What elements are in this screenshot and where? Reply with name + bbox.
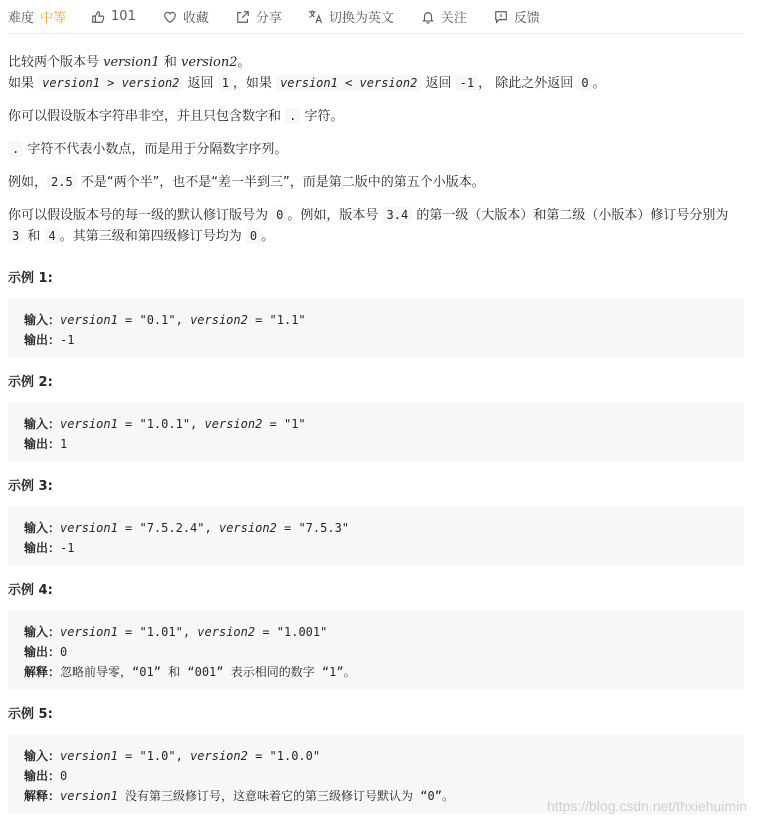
var-value: = "7.5.3" <box>276 521 350 535</box>
text: 你可以假设版本号的每一级的默认修订版号为 <box>8 208 273 223</box>
example-output-line <box>24 538 728 558</box>
text: 。其第三级和第四级修订号均为 <box>59 229 246 244</box>
example-3-box <box>8 506 744 566</box>
input-label: 输入： <box>24 417 61 431</box>
example-5-title: 示例 5: <box>8 707 53 722</box>
example-output-line <box>24 766 728 786</box>
example-input-line <box>24 746 728 766</box>
var-name: version1 <box>60 789 118 803</box>
input-label: 输入： <box>24 749 61 763</box>
follow-label: 关注 <box>440 11 467 26</box>
example-4-title: 示例 4: <box>8 583 53 598</box>
description-paragraph-5 <box>8 205 744 247</box>
var-value: = "1.001" <box>255 625 328 639</box>
text: 比较两个版本号 <box>8 55 104 70</box>
example-1-title: 示例 1: <box>8 271 53 286</box>
text: 不是“两个半”，也不是“差一半到三”，而是第二版中的第五个小版本。 <box>76 175 485 190</box>
inline-code: 2.5 <box>47 174 77 190</box>
difficulty-label: 难度 <box>8 11 35 26</box>
var-name: version1 <box>60 313 118 327</box>
var-version1: version1 <box>103 55 160 70</box>
example-input-line <box>24 622 728 642</box>
text: 和 <box>159 55 181 70</box>
explain-text: 忽略前导零，“01” 和 “001” 表示相同的数字 “1”。 <box>60 665 356 679</box>
inline-code: . <box>8 141 23 157</box>
var-name: version1 <box>60 417 118 431</box>
inline-code: -1 <box>456 75 478 91</box>
bell-icon <box>420 9 436 25</box>
output-value: -1 <box>60 333 75 347</box>
output-value: -1 <box>60 541 75 555</box>
var-value: = "0.1", <box>117 313 191 327</box>
text: 如果 <box>8 76 39 91</box>
share-label: 分享 <box>255 11 282 26</box>
text: 。 <box>237 55 251 70</box>
description-paragraph-4 <box>8 172 744 193</box>
problem-description <box>8 53 744 247</box>
output-label: 输出： <box>24 333 61 347</box>
text: 。例如，版本号 <box>287 208 383 223</box>
var-name: version2 <box>190 749 248 763</box>
inline-code: 1 <box>218 75 233 91</box>
follow-button[interactable] <box>420 7 467 26</box>
example-input-line <box>24 414 728 434</box>
text: 字符不代表小数点，而是用于分隔数字序列。 <box>23 142 288 157</box>
inline-code: 0 <box>246 228 261 244</box>
feedback-button[interactable] <box>493 7 540 26</box>
output-label: 输出： <box>24 769 61 783</box>
text: ， 除此之外返回 <box>478 76 578 91</box>
problem-toolbar <box>8 0 744 34</box>
input-label: 输入： <box>24 625 61 639</box>
var-value: = "1.0.1", <box>117 417 205 431</box>
description-paragraph-3 <box>8 139 744 160</box>
input-label: 输入： <box>24 521 61 535</box>
var-name: version2 <box>190 313 248 327</box>
var-name: version2 <box>218 521 277 535</box>
inline-code: 4 <box>45 228 60 244</box>
inline-code: version1 > version2 <box>38 75 183 91</box>
favorite-label: 收藏 <box>182 11 209 26</box>
output-value: 0 <box>60 645 68 659</box>
var-value: = "7.5.2.4", <box>117 521 219 535</box>
explain-text: 没有第三级修订号，这意味着它的第三级修订号默认为 “0”。 <box>117 789 454 803</box>
inline-code: 3 <box>8 228 23 244</box>
text: 和 <box>23 229 45 244</box>
var-value: = "1" <box>262 417 306 431</box>
var-name: version1 <box>60 625 118 639</box>
text: 你可以假设版本字符串非空，并且只包含数字和 <box>8 109 286 124</box>
text: 字符。 <box>300 109 344 124</box>
explain-label: 解释： <box>24 665 61 679</box>
var-version2: version2 <box>180 55 238 70</box>
feedback-icon <box>493 9 509 25</box>
thumbs-up-icon <box>90 9 106 25</box>
text: 的第一级（大版本）和第二级（小版本）修订号分别为 <box>412 208 729 223</box>
likes-count: 101 <box>111 9 136 24</box>
example-4-box <box>8 610 744 690</box>
share-icon <box>235 9 251 25</box>
text: 。 <box>592 76 606 91</box>
var-name: version2 <box>204 417 263 431</box>
example-explain-line <box>24 662 728 682</box>
translate-label: 切换为英文 <box>328 11 394 26</box>
output-label: 输出： <box>24 541 61 555</box>
feedback-label: 反馈 <box>513 11 540 26</box>
like-button[interactable] <box>90 9 136 25</box>
share-button[interactable] <box>235 7 282 26</box>
example-input-line <box>24 310 728 330</box>
description-line-1 <box>8 53 744 73</box>
text: 返回 <box>183 76 218 91</box>
var-value: = "1.01", <box>117 625 198 639</box>
translate-button[interactable] <box>308 7 394 26</box>
var-name: version1 <box>60 521 118 535</box>
text: 例如， <box>8 175 48 190</box>
var-value: = "1.0", <box>117 749 191 763</box>
translate-icon <box>308 9 324 25</box>
output-label: 输出： <box>24 437 61 451</box>
difficulty-value: 中等 <box>40 11 67 26</box>
description-paragraph-2 <box>8 106 744 127</box>
example-output-line <box>24 642 728 662</box>
favorite-button[interactable] <box>162 7 209 26</box>
text: ，如果 <box>232 76 277 91</box>
heart-icon <box>162 9 178 25</box>
example-2-title: 示例 2: <box>8 375 53 390</box>
example-2-box <box>8 402 744 462</box>
example-1-box <box>8 298 744 358</box>
example-output-line <box>24 434 728 454</box>
output-label: 输出： <box>24 645 61 659</box>
description-line-2 <box>8 73 744 94</box>
watermark: https://blog.csdn.net/thxiehuimin <box>546 798 747 814</box>
example-3-title: 示例 3: <box>8 479 53 494</box>
inline-code: 0 <box>272 207 287 223</box>
text: 返回 <box>421 76 456 91</box>
output-value: 0 <box>60 769 68 783</box>
text: 。 <box>261 229 275 244</box>
inline-code: version1 < version2 <box>276 75 421 91</box>
example-output-line <box>24 330 728 350</box>
output-value: 1 <box>60 437 68 451</box>
var-value: = "1.1" <box>247 313 306 327</box>
var-name: version1 <box>60 749 118 763</box>
var-value: = "1.0.0" <box>247 749 321 763</box>
inline-code: 0 <box>577 75 592 91</box>
inline-code: 3.4 <box>383 207 413 223</box>
explain-label: 解释： <box>24 789 61 803</box>
input-label: 输入： <box>24 313 61 327</box>
var-name: version2 <box>197 625 256 639</box>
example-input-line <box>24 518 728 538</box>
inline-code: . <box>285 108 300 124</box>
